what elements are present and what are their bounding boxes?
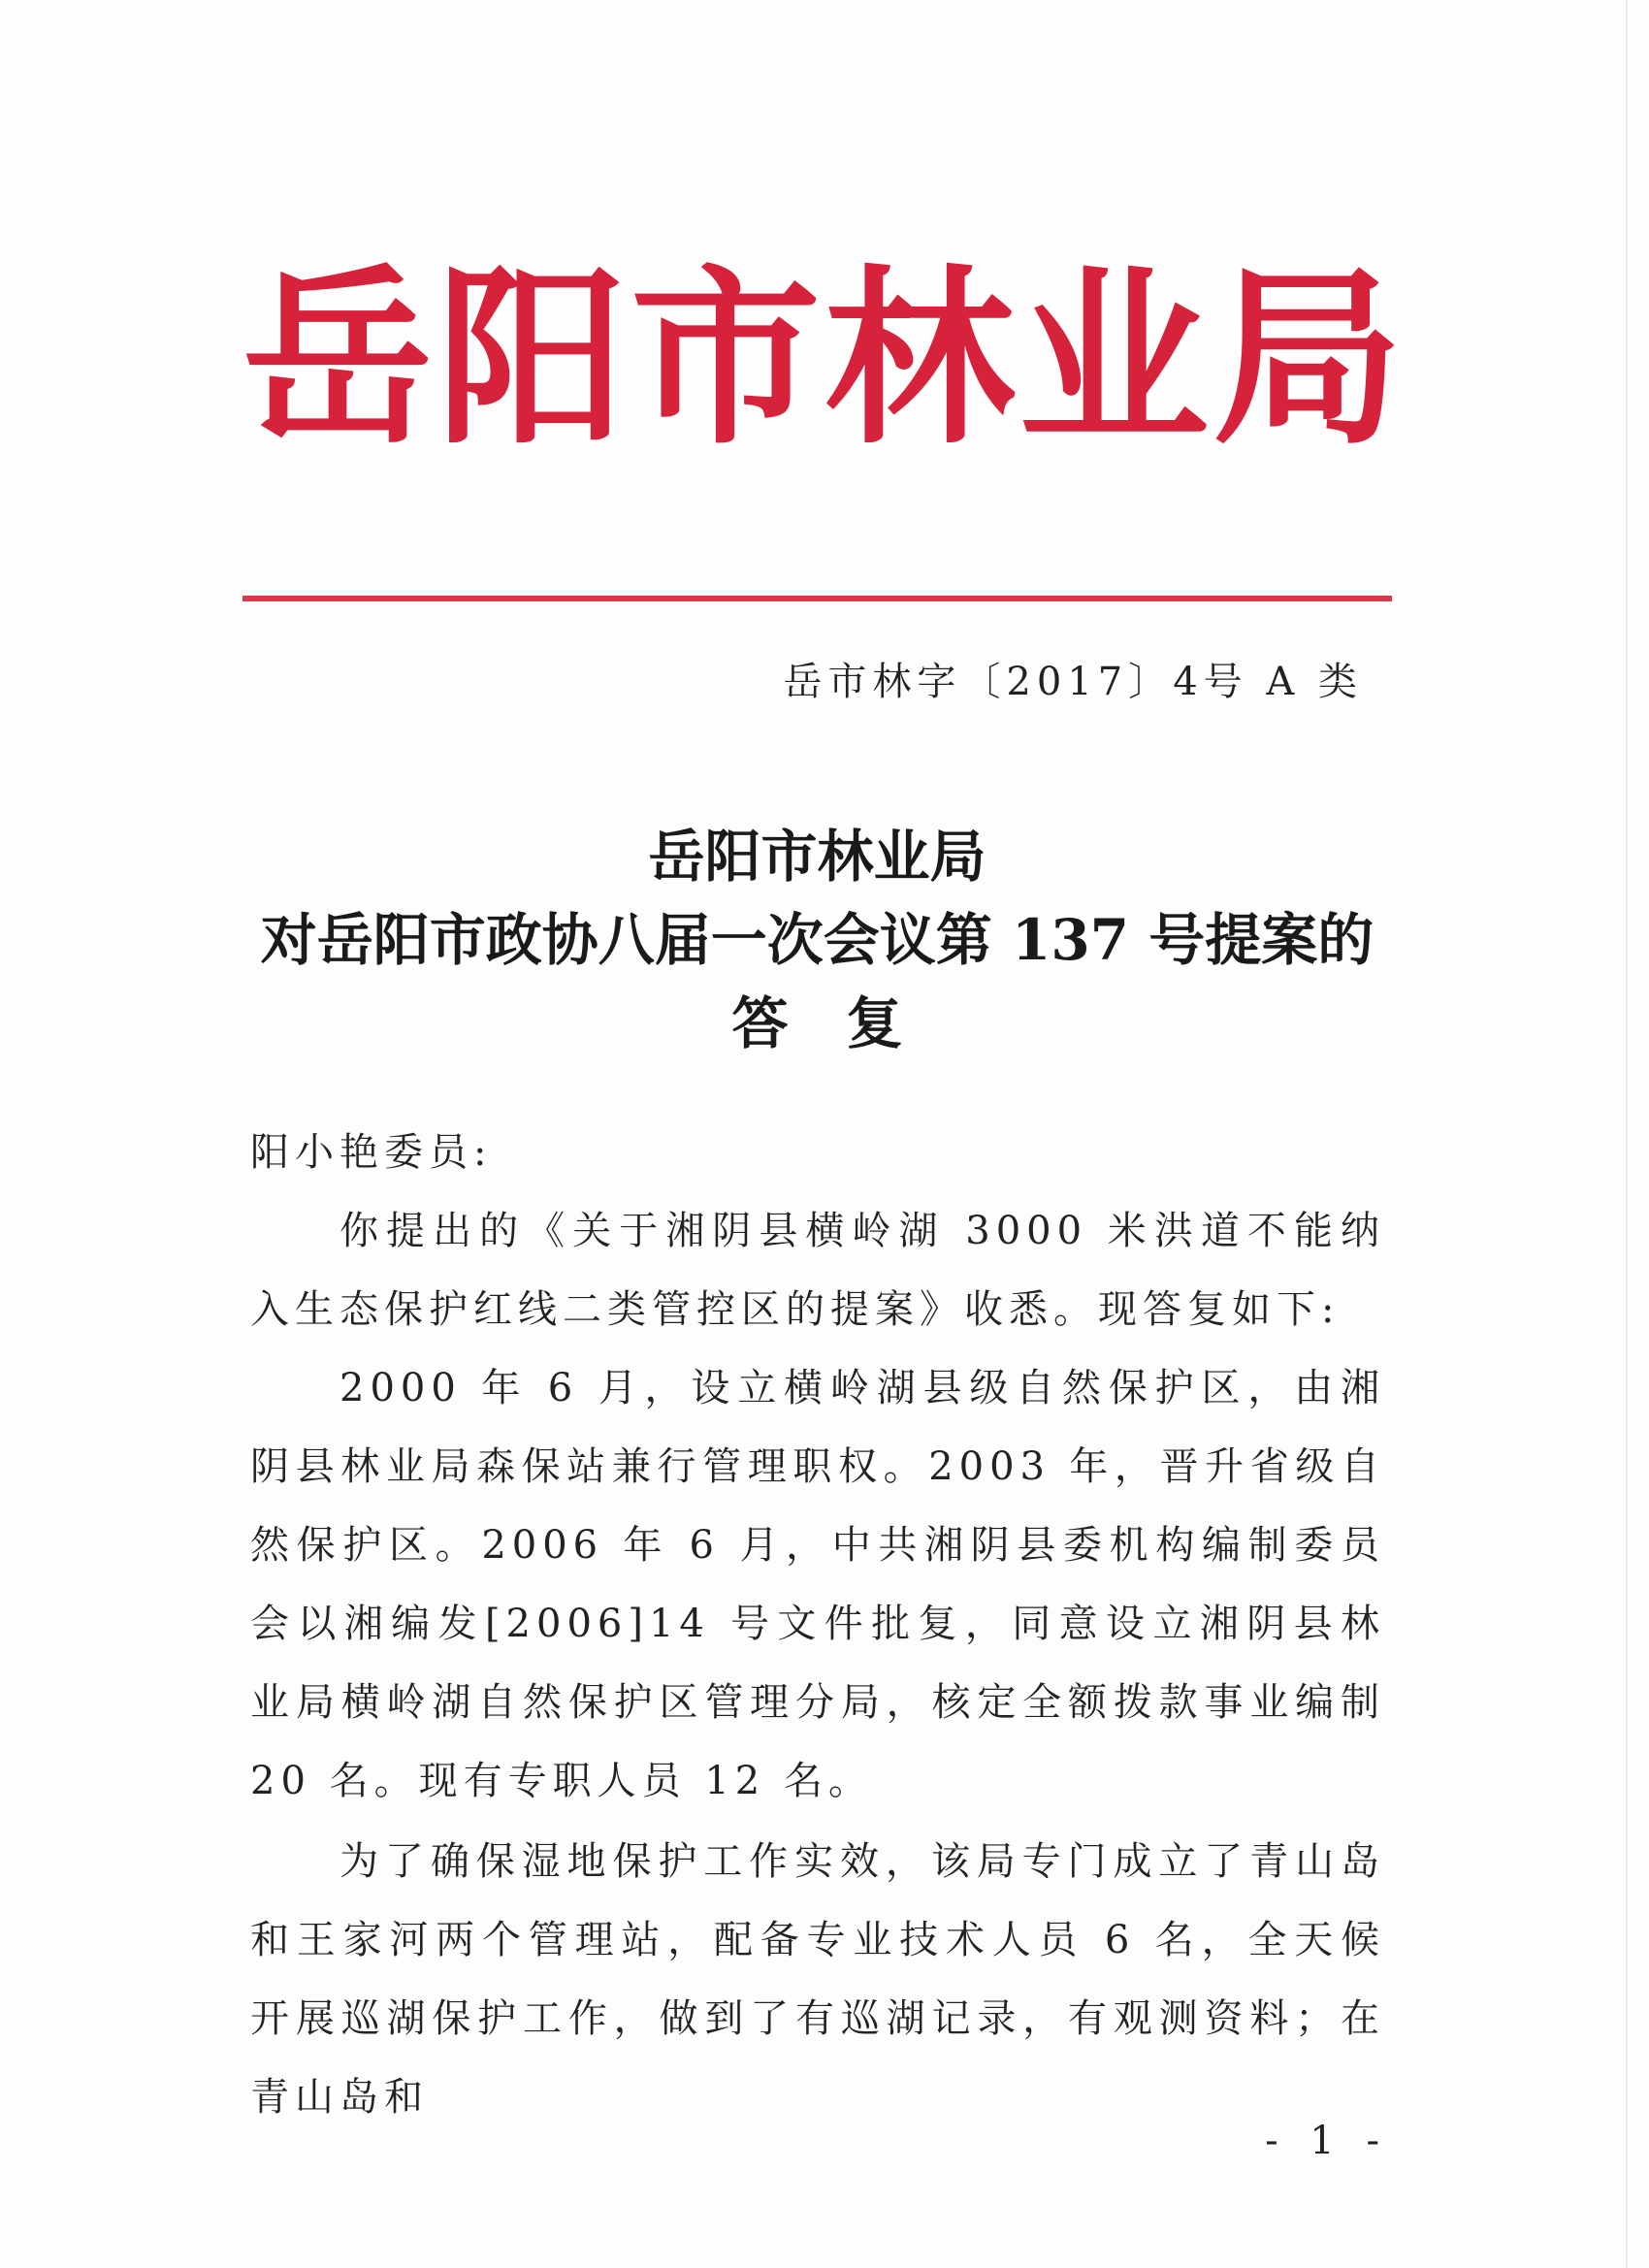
page-number: - 1 -	[1265, 2119, 1389, 2163]
title-line-1: 岳阳市林业局	[648, 824, 986, 890]
salutation: 阳小艳委员:	[250, 1130, 493, 1175]
agency-header: 岳阳市林业局	[242, 247, 1407, 470]
body-paragraph-1: 你提出的《关于湘阴县横岭湖 3000 米洪道不能纳入生态保护红线二类管控区的提案》收悉。现答复如下:	[250, 1209, 1385, 1332]
title-line-3: 答复	[731, 990, 961, 1056]
document-number: 岳市林字〔2017〕4号 A 类	[783, 660, 1363, 704]
body-paragraph-2: 2000 年 6 月，设立横岭湖县级自然保护区，由湘阴县林业局森保站兼行管理职权。2003 年，晋升省级自然保护区。2006 年 6 月，中共湘阴县委机构编制委员会以湘编发[2006]14 号文件批复，同意设立湘阴县林业局横岭湖自然保护区管理分局，核定全额拨款事业编制 20 名。现有专职人员 12 名。	[250, 1366, 1385, 1803]
header-red-rule	[242, 596, 1392, 601]
document-body	[250, 1114, 1385, 2137]
title-line-2: 对岳阳市政协八届一次会议第 137 号提案的	[260, 907, 1374, 973]
scan-edge-line	[1626, 0, 1628, 2268]
body-paragraph-3: 为了确保湿地保护工作实效，该局专门成立了青山岛和王家河两个管理站，配备专业技术人员 6 名，全天候开展巡湖保护工作，做到了有巡湖记录，有观测资料；在青山岛和	[250, 1839, 1385, 2120]
document-title	[242, 815, 1392, 1065]
